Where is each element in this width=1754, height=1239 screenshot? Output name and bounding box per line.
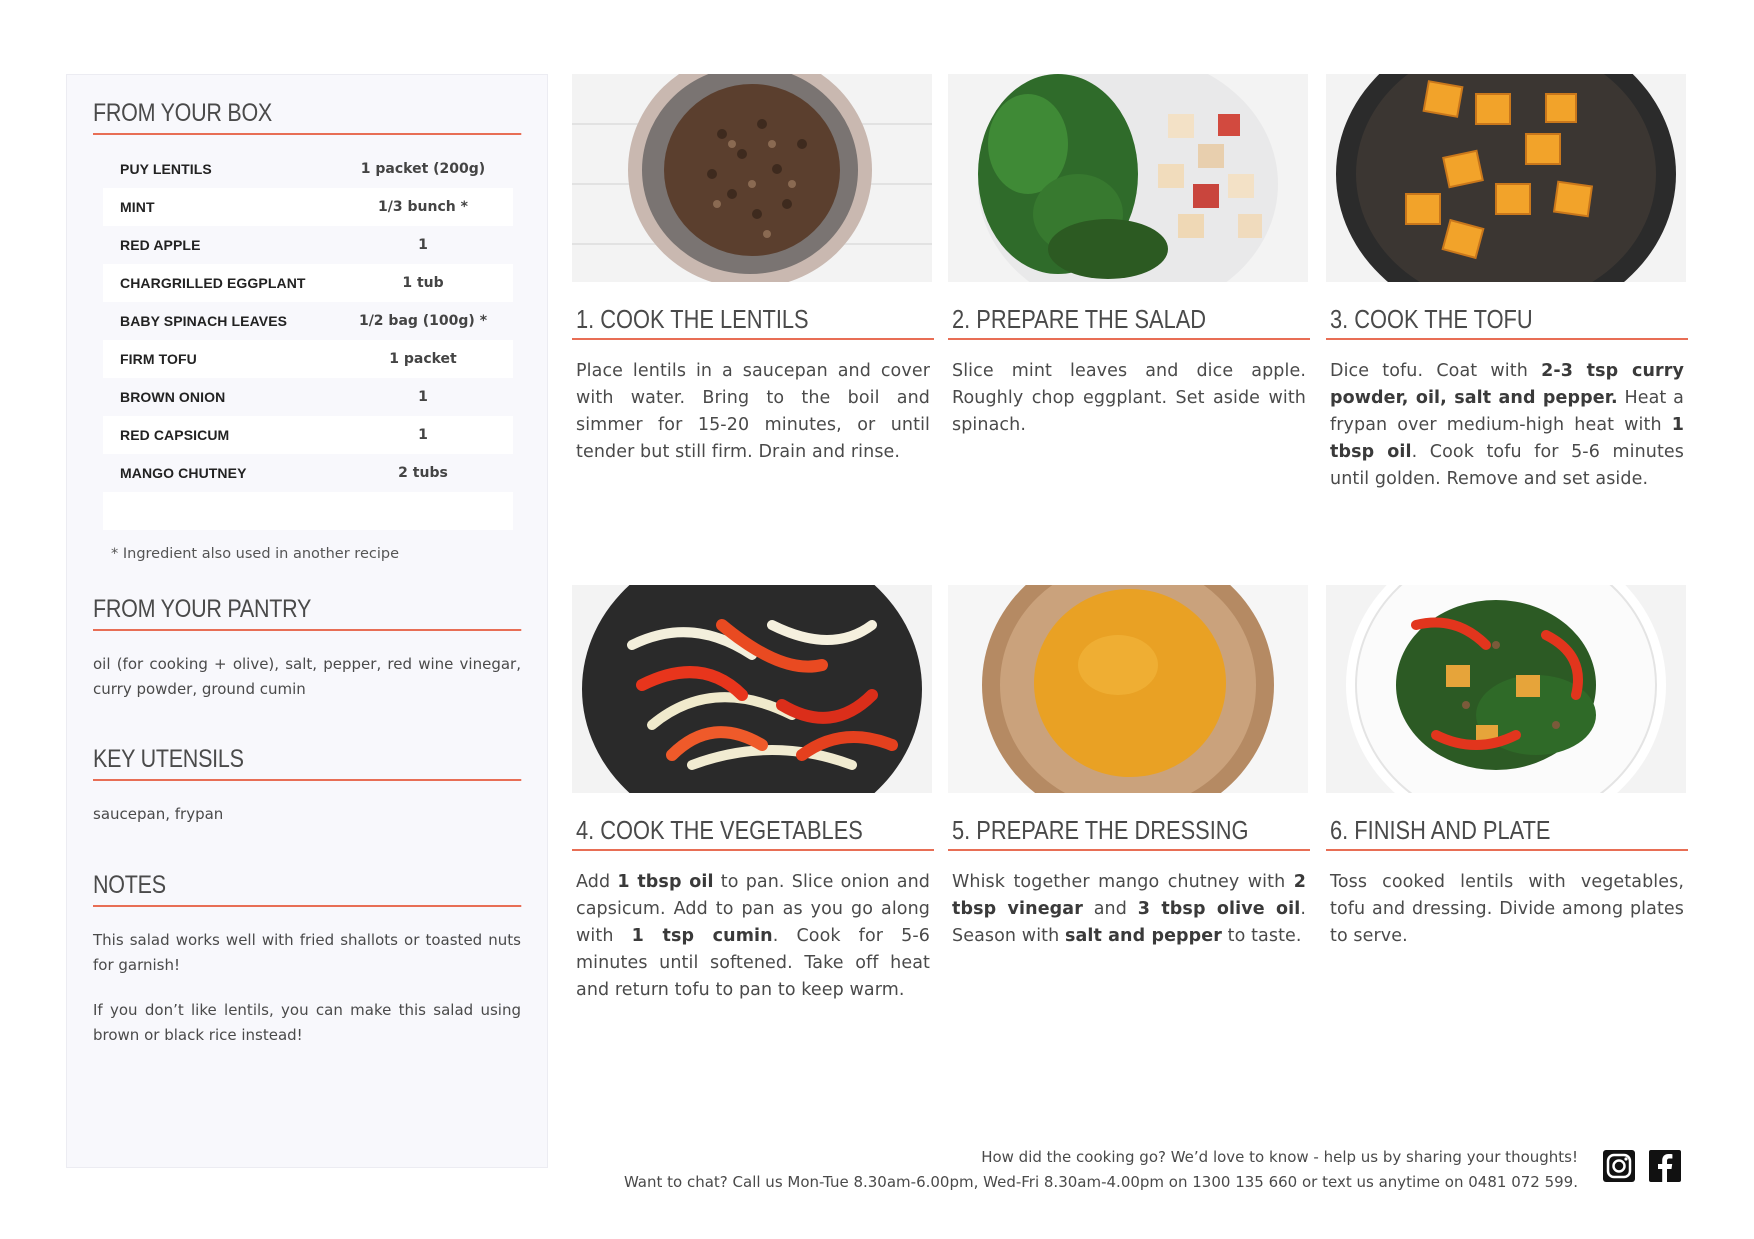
ingredient-name: MANGO CHUTNEY (120, 465, 247, 481)
step-text-segment: Heat a frypan over medium-high heat with (1330, 388, 1684, 435)
step-text-segment: and (1082, 899, 1138, 919)
step-6-title: 6. FINISH AND PLATE (1326, 813, 1688, 851)
step-text-segment: Dice tofu. Coat with (1330, 361, 1542, 381)
lentils-photo (572, 74, 932, 282)
vegetables-photo (572, 585, 932, 793)
utensils-text: saucepan, frypan (93, 805, 224, 823)
note-2: If you don’t like lentils, you can make this salad using brown or black rice instead! (93, 1001, 521, 1044)
step-3-title: 3. COOK THE TOFU (1326, 302, 1688, 340)
sidebar-panel (66, 74, 548, 1168)
from-your-pantry-title: FROM YOUR PANTRY (93, 593, 521, 631)
ingredient-name: RED CAPSICUM (103, 416, 333, 454)
step-text-segment: . Cook tofu for 5-6 minutes until golden. Remove and set aside. (1330, 442, 1685, 489)
step-2-title: 2. PREPARE THE SALAD (948, 302, 1310, 340)
pantry-text: oil (for cooking + olive), salt, pepper, red wine vinegar, curry powder, ground cumin (93, 655, 521, 698)
ingredient-quantity: 2 tubs (398, 465, 448, 481)
ingredient-name: CHARGRILLED EGGPLANT (103, 264, 333, 302)
ingredient-name: MINT (103, 188, 333, 226)
key-utensils-title: KEY UTENSILS (93, 743, 521, 781)
ingredient-row (103, 454, 513, 492)
step-2 (948, 74, 1310, 439)
ingredient-quantity: 1 (333, 416, 513, 454)
step-text-segment: . Season with (952, 899, 1306, 946)
step-text-emphasis: salt and pepper (1064, 926, 1222, 946)
ingredient-quantity: 1 packet (200g) (360, 161, 486, 177)
ingredient-quantity: 1 packet (333, 340, 513, 378)
ingredient-name: RED APPLE (120, 237, 201, 253)
step-4 (572, 585, 934, 1004)
step-text-emphasis: 3 tbsp olive oil (1137, 899, 1301, 919)
step-text-emphasis: 2-3 tsp curry powder, oil, salt and pepper. (1330, 361, 1684, 408)
plated-salad-photo (1326, 585, 1686, 793)
step-text-segment: Add (576, 872, 618, 892)
feedback-line: How did the cooking go? We’d love to know - help us by sharing your thoughts! (981, 1148, 1578, 1166)
ingredient-name: BABY SPINACH LEAVES (120, 313, 288, 329)
ingredient-row (103, 188, 513, 226)
step-4-title: 4. COOK THE VEGETABLES (572, 813, 934, 851)
step-text-segment: Place lentils in a saucepan and cover with water. Bring to the boil and simmer for 15-20 minutes, or until tender but still firm. Drain and rinse. (576, 361, 930, 462)
ingredient-quantity: 1 tub (333, 264, 513, 302)
footer (624, 1145, 1578, 1195)
step-4-text (576, 869, 930, 1004)
dressing-photo (948, 585, 1308, 793)
ingredient-quantity: 1 (418, 389, 428, 405)
step-text-emphasis: 1 tbsp oil (617, 872, 714, 892)
ingredient-row (103, 378, 513, 416)
step-5-text (952, 869, 1306, 950)
step-2-text (952, 358, 1306, 439)
step-1 (572, 74, 934, 466)
contact-line: Want to chat? Call us Mon-Tue 8.30am-6.00pm, Wed-Fri 8.30am-4.00pm on 1300 135 660 or text us anytime on 0481 072 599. (623, 1173, 1578, 1191)
step-text-segment: Whisk together mango chutney with (952, 872, 1294, 892)
step-text-emphasis: 1 tbsp oil (1330, 415, 1684, 462)
step-text-segment: to taste. (1222, 926, 1302, 946)
ingredient-row (103, 264, 513, 302)
step-text-emphasis: 2 tbsp vinegar (952, 872, 1306, 919)
ingredient-row-empty (103, 492, 513, 530)
step-text-segment: . Cook for 5-6 minutes until softened. Take off heat and return tofu to pan to keep warm. (576, 926, 930, 1000)
instagram-icon[interactable] (1602, 1149, 1636, 1187)
step-5 (948, 585, 1310, 950)
facebook-icon[interactable] (1648, 1149, 1682, 1187)
step-text-segment: Toss cooked lentils with vegetables, tofu and dressing. Divide among plates to serve. (1330, 872, 1684, 946)
step-text-segment: Slice mint leaves and dice apple. Roughly chop eggplant. Set aside with spinach. (952, 361, 1306, 435)
ingredient-name: BROWN ONION (120, 389, 226, 405)
step-1-title: 1. COOK THE LENTILS (572, 302, 934, 340)
step-3 (1326, 74, 1688, 493)
step-6-text (1330, 869, 1684, 950)
step-3-text (1330, 358, 1684, 493)
tofu-photo (1326, 74, 1686, 282)
ingredient-name: PUY LENTILS (120, 161, 212, 177)
ingredient-footnote: * Ingredient also used in another recipe (111, 546, 399, 562)
step-text-segment: to pan. Slice onion and capsicum. Add to pan as you go along with (576, 872, 931, 946)
ingredient-quantity: 1/2 bag (100g) * (358, 313, 488, 329)
ingredient-row (103, 150, 513, 188)
ingredient-row (103, 340, 513, 378)
step-text-emphasis: 1 tsp cumin (631, 926, 773, 946)
salad-prep-photo (948, 74, 1308, 282)
ingredient-name: FIRM TOFU (103, 340, 333, 378)
ingredient-quantity: 1/3 bunch * (333, 188, 513, 226)
step-5-title: 5. PREPARE THE DRESSING (948, 813, 1310, 851)
from-your-box-title: FROM YOUR BOX (93, 97, 521, 135)
ingredient-row (103, 226, 513, 264)
ingredients-table (103, 150, 513, 530)
ingredient-row (103, 416, 513, 454)
notes-title: NOTES (93, 869, 521, 907)
note-1: This salad works well with fried shallots or toasted nuts for garnish! (93, 931, 521, 974)
step-6 (1326, 585, 1688, 950)
ingredient-quantity: 1 (418, 237, 428, 253)
ingredient-row (103, 302, 513, 340)
step-1-text (576, 358, 930, 466)
